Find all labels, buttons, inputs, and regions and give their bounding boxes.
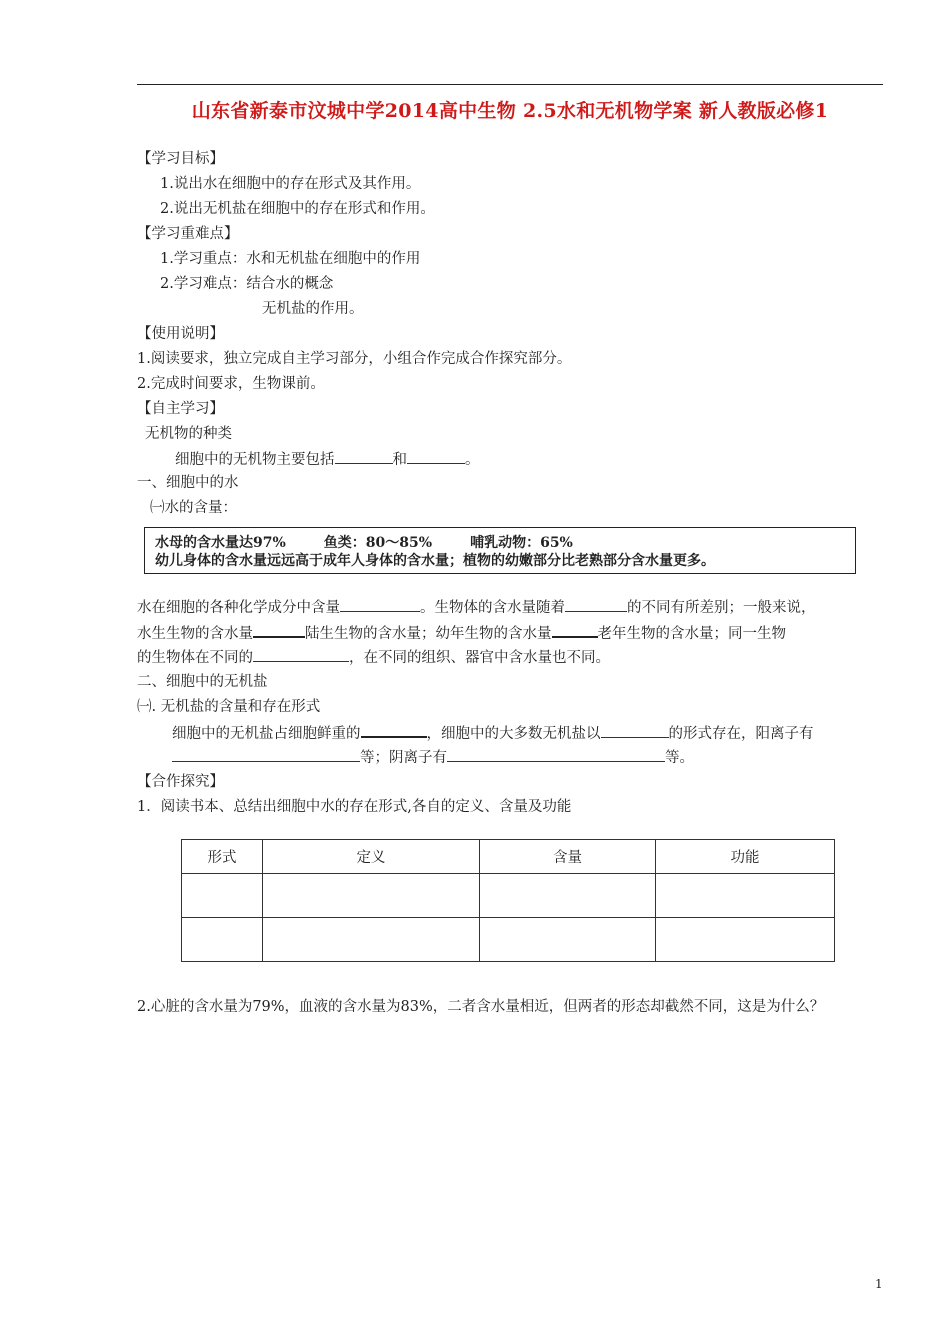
table-header: 定义: [263, 840, 480, 874]
blank-field[interactable]: [253, 647, 349, 662]
water-content-box: [144, 527, 856, 574]
table-cell[interactable]: [656, 874, 835, 918]
coop-question-1: 1．阅读书本、总结出细胞中水的存在形式,各自的定义、含量及功能: [137, 799, 572, 815]
text-segment: 细胞中的无机物主要包括: [175, 452, 335, 468]
usage-heading: 【使用说明】: [137, 326, 224, 342]
self-study-heading: 【自主学习】: [137, 401, 224, 417]
box-row-1: [155, 532, 573, 552]
blank-field[interactable]: [335, 449, 393, 464]
table-cell[interactable]: [182, 918, 263, 962]
salt-paragraph-line-2: [172, 747, 694, 768]
blank-field[interactable]: [565, 597, 627, 612]
table-header: 含量: [480, 840, 656, 874]
blank-field[interactable]: [253, 622, 305, 638]
coop-question-2: 2.心脏的含水量为79%，血液的含水量为83%，二者含水量相近，但两者的形态却截然不同，这是为什么？: [137, 999, 825, 1015]
water-paragraph-line-1: [137, 597, 816, 618]
self-study-line: [175, 449, 480, 470]
page-number: 1: [875, 1277, 883, 1291]
keypoint-item-2b: 无机盐的作用。: [262, 301, 364, 317]
box-item: 鱼类：80～85%: [323, 535, 433, 551]
text-segment: 等。: [665, 750, 694, 766]
blank-field[interactable]: [172, 747, 360, 762]
keypoint-item-2: 2.学习难点：结合水的概念: [160, 276, 334, 292]
blank-field[interactable]: [552, 622, 598, 638]
text-segment: 。: [465, 452, 480, 468]
table-row: [182, 918, 835, 962]
goals-heading: 【学习目标】: [137, 151, 224, 167]
header-rule: [137, 84, 883, 85]
box-row-2: 幼儿身体的含水量远远高于成年人身体的含水量；植物的幼嫩部分比老熟部分含水量更多。: [155, 553, 715, 569]
box-item: 水母的含水量达97%: [155, 535, 286, 551]
water-forms-table: [181, 839, 835, 962]
blank-field[interactable]: [361, 722, 427, 738]
table-header-row: [182, 840, 835, 874]
table-cell[interactable]: [656, 918, 835, 962]
coop-heading: 【合作探究】: [137, 774, 224, 790]
water-heading: 一、细胞中的水: [137, 475, 239, 491]
blank-field[interactable]: [340, 597, 420, 612]
box-item: 哺乳动物：65%: [470, 535, 573, 551]
usage-item-1: 1.阅读要求，独立完成自主学习部分，小组合作完成合作探究部分。: [137, 351, 572, 367]
text-segment: ，在不同的组织、器官中含水量也不同。: [349, 650, 610, 666]
text-segment: 陆生生物的含水量；幼年生物的含水量: [305, 626, 552, 642]
table-cell[interactable]: [480, 874, 656, 918]
text-segment: 的形式存在，阳离子有: [668, 726, 814, 742]
blank-field[interactable]: [447, 747, 665, 762]
salt-paragraph-line-1: [172, 722, 814, 744]
text-segment: 。生物体的含水量随着: [420, 600, 565, 616]
table-cell[interactable]: [480, 918, 656, 962]
text-segment: 水在细胞的各种化学成分中含量: [137, 600, 340, 616]
water-sub: ㈠水的含量：: [150, 500, 237, 516]
water-paragraph-line-2: [137, 622, 786, 644]
text-segment: 等；阴离子有: [360, 750, 447, 766]
keypoint-item-1: 1.学习重点：水和无机盐在细胞中的作用: [160, 251, 421, 267]
text-segment: ，细胞中的大多数无机盐以: [426, 726, 601, 742]
goal-item-2: 2.说出无机盐在细胞中的存在形式和作用。: [160, 201, 435, 217]
text-segment: 和: [392, 452, 407, 468]
table-cell[interactable]: [182, 874, 263, 918]
salt-sub: ㈠. 无机盐的含量和存在形式: [137, 699, 321, 715]
text-segment: 的生物体在不同的: [137, 650, 253, 666]
self-study-sub: 无机物的种类: [145, 426, 232, 442]
text-segment: 细胞中的无机盐占细胞鲜重的: [172, 726, 361, 742]
document-title: 山东省新泰市汶城中学2014高中生物 2.5水和无机物学案 新人教版必修1: [191, 100, 829, 122]
goal-item-1: 1.说出水在细胞中的存在形式及其作用。: [160, 176, 421, 192]
table-header: 功能: [656, 840, 835, 874]
salt-heading: 二、细胞中的无机盐: [137, 674, 268, 690]
text-segment: 水生生物的含水量: [137, 626, 253, 642]
blank-field[interactable]: [407, 449, 465, 464]
table-cell[interactable]: [263, 918, 480, 962]
blank-field[interactable]: [601, 723, 669, 738]
text-segment: 老年生物的含水量；同一生物: [597, 626, 786, 642]
table-cell[interactable]: [263, 874, 480, 918]
keypoints-heading: 【学习重难点】: [137, 226, 239, 242]
table-row: [182, 874, 835, 918]
water-paragraph-line-3: [137, 647, 610, 668]
usage-item-2: 2.完成时间要求，生物课前。: [137, 376, 325, 392]
table-header: 形式: [182, 840, 263, 874]
text-segment: 的不同有所差别；一般来说，: [627, 600, 816, 616]
